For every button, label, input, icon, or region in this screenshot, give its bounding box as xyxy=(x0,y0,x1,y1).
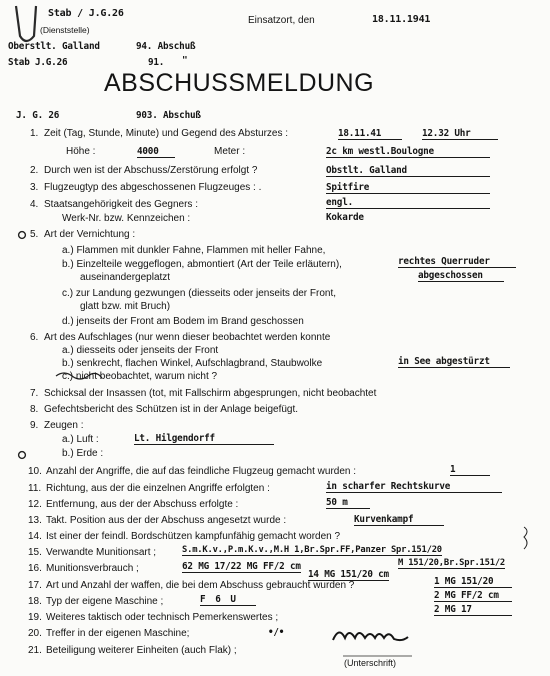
item-number: 10. xyxy=(28,466,42,477)
item-number: 3. xyxy=(30,182,39,193)
item-number: 11. xyxy=(28,483,42,494)
item1-date-value: 18.11.41 xyxy=(338,128,402,140)
item9-air-value: Lt. Hilgendorff xyxy=(134,433,274,445)
item10-value: 1 xyxy=(450,464,490,476)
item13-label: Takt. Position aus der der Abschuss angesetzt wurde : xyxy=(46,515,287,526)
item18-label: Typ der eigene Maschine ; xyxy=(46,596,164,607)
stab-line2-right: 91. xyxy=(148,57,165,68)
item-number: 9. xyxy=(30,420,39,431)
item-number: 2. xyxy=(30,165,39,176)
item12-value: 50 m xyxy=(326,497,370,509)
item14-label: Ist einer der feindl. Bordschützen kampfunfähig gemacht worden ? xyxy=(46,531,341,542)
ditto-mark: " xyxy=(182,55,188,66)
item3-label: Flugzeugtyp des abgeschossenen Flugzeuges : . xyxy=(44,182,262,193)
item17-weapon-2: 2 MG FF/2 cm xyxy=(434,590,512,602)
item6-label: Art des Aufschlages (nur wenn dieser beobachtet werden konnte xyxy=(44,332,331,343)
item5-option-b: b.) Einzelteile weggeflogen, abmontiert (Art der Teile erläutern), xyxy=(62,259,342,270)
signature-label: (Unterschrift) xyxy=(344,658,397,668)
item3-value: Spitfire xyxy=(326,182,490,194)
item5-option-c: c.) zur Landung gezwungen (diesseits oder jenseits der Front, xyxy=(62,288,337,299)
item6-value: in See abgestürzt xyxy=(398,356,510,368)
jg-right: 903. Abschuß xyxy=(136,110,201,121)
item-number: 12. xyxy=(28,499,42,510)
handwritten-u-mark xyxy=(16,6,36,41)
pilot-line-right: 94. Abschuß xyxy=(136,41,196,52)
item5-option-c-cont: glatt bzw. mit Bruch) xyxy=(80,301,171,312)
item20-value: •/• xyxy=(268,627,285,638)
item15-value: S.m.K.v.,P.m.K.v.,M.H 1,Br.Spr.FF,Panzer Spr.151/20 xyxy=(182,545,442,555)
item11-label: Richtung, aus der die einzelnen Angriffe erfolgten : xyxy=(46,483,270,494)
item-number: 7. xyxy=(30,388,39,399)
item-number: 6. xyxy=(30,332,39,343)
item11-value: in scharfer Rechtskurve xyxy=(326,481,502,493)
item-number: 5. xyxy=(30,229,39,240)
item17-weapon-1: 1 MG 151/20 xyxy=(434,576,512,588)
dienststelle-label: (Dienststelle) xyxy=(40,25,90,35)
item18-value: F 6 U xyxy=(200,594,256,606)
item4-werk-value: Kokarde xyxy=(326,212,364,223)
brace-mark xyxy=(524,527,527,549)
jg-left: J. G. 26 xyxy=(16,110,60,121)
item9-label: Zeugen : xyxy=(44,420,84,431)
item21-label: Beteiligung weiterer Einheiten (auch Flak) ; xyxy=(46,645,237,656)
item4-value: engl. xyxy=(326,197,490,209)
stab-line: Stab / J.G.26 xyxy=(48,8,124,19)
item13-value: Kurvenkampf xyxy=(354,514,444,526)
item10-label: Anzahl der Angriffe, die auf das feindliche Flugzeug gemacht wurden : xyxy=(46,466,357,477)
item-number: 8. xyxy=(30,404,39,415)
item1-place-value: 2c km westl.Boulogne xyxy=(326,146,490,158)
item9-air-label: a.) Luft : xyxy=(62,434,99,445)
item16-value-cont: 14 MG 151/20 cm xyxy=(308,569,389,580)
item5-option-a: a.) Flammen mit dunkler Fahne, Flammen mit heller Fahne, xyxy=(62,245,326,256)
item2-value: Obstlt. Galland xyxy=(326,165,490,177)
item-number: 20. xyxy=(28,628,42,639)
circle-mark-10 xyxy=(19,452,26,459)
item-number: 16. xyxy=(28,563,42,574)
item1-hoehe-value: 4000 xyxy=(137,146,175,158)
item-number: 1. xyxy=(30,128,39,139)
item-number: 21. xyxy=(28,645,42,656)
item16-label: Munitionsverbrauch ; xyxy=(46,563,139,574)
item-number: 17. xyxy=(28,580,42,591)
item5-option-b-cont: auseinandergeplatzt xyxy=(80,272,171,283)
item5-b-value-cont: abgeschossen xyxy=(418,270,504,282)
page-title: ABSCHUSSMELDUNG xyxy=(104,69,375,97)
item4-label: Staatsangehörigkeit des Gegners : xyxy=(44,199,198,210)
item6-option-b: b.) senkrecht, flachen Winkel, Aufschlagbrand, Staubwolke xyxy=(62,358,323,369)
item9-ground-label: b.) Erde : xyxy=(62,448,104,459)
item6-option-c: c.) nicht beobachtet, warum nicht ? xyxy=(62,371,218,382)
item15-label: Verwandte Munitionsart ; xyxy=(46,547,157,558)
report-date: 18.11.1941 xyxy=(372,14,431,25)
item19-label: Weiteres taktisch oder technisch Pemerkenswertes ; xyxy=(46,612,279,623)
item5-label: Art der Vernichtung : xyxy=(44,229,136,240)
item15-value-cont: M 151/20,Br.Spr.151/2 xyxy=(398,558,506,568)
item-number: 4. xyxy=(30,199,39,210)
signature-scribble xyxy=(333,632,408,640)
item17-label: Art und Anzahl der waffen, die bei dem Abschuss gebraucht wurden ? xyxy=(46,580,355,591)
item8-label: Gefechtsbericht des Schützen ist in der Anlage beigefügt. xyxy=(44,404,299,415)
item5-option-d: d.) jenseits der Front am Bodem im Brand geschossen xyxy=(62,316,304,327)
item1-meter-label: Meter : xyxy=(214,146,246,157)
item-number: 19. xyxy=(28,612,42,623)
einsatzort-label: Einsatzort, den xyxy=(248,15,315,26)
stab-line2-left: Stab J.G.26 xyxy=(8,57,68,68)
item20-label: Treffer in der eigenen Maschine; xyxy=(46,628,190,639)
item7-label: Schicksal der Insassen (tot, mit Fallschirm abgesprungen, nicht beobachtet xyxy=(44,388,377,399)
pilot-line-left: Oberstlt. Galland xyxy=(8,41,100,52)
item12-label: Entfernung, aus der der Abschuss erfolgte : xyxy=(46,499,239,510)
item1-label: Zeit (Tag, Stunde, Minute) und Gegend des Absturzes : xyxy=(44,128,289,139)
item-number: 14. xyxy=(28,531,42,542)
item4-werk-label: Werk-Nr. bzw. Kennzeichen : xyxy=(62,213,191,224)
item16-value: 62 MG 17/22 MG FF/2 cm xyxy=(182,561,301,572)
item-number: 15. xyxy=(28,547,42,558)
item1-hoehe-label: Höhe : xyxy=(66,146,96,157)
item6-option-a: a.) diesseits oder jenseits der Front xyxy=(62,345,219,356)
item2-label: Durch wen ist der Abschuss/Zerstörung erfolgt ? xyxy=(44,165,258,176)
item1-time-value: 12.32 Uhr xyxy=(422,128,498,140)
item17-weapon-3: 2 MG 17 xyxy=(434,604,512,616)
item-number: 18. xyxy=(28,596,42,607)
item5-b-value: rechtes Querruder xyxy=(398,256,516,268)
circle-mark-5 xyxy=(19,232,26,239)
item-number: 13. xyxy=(28,515,42,526)
